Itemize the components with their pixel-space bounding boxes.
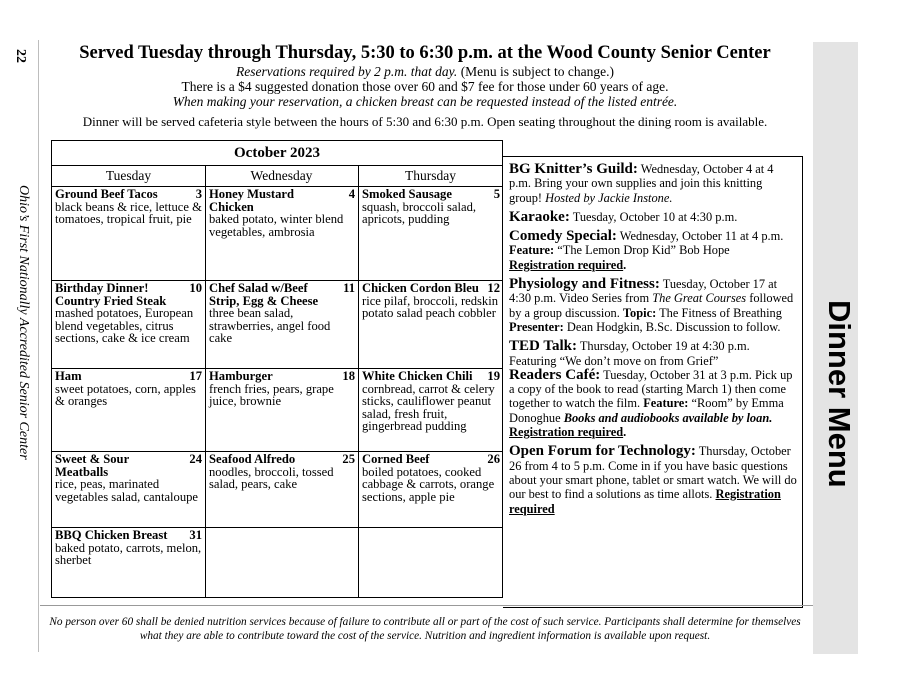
entree: Smoked Sausage <box>362 187 452 201</box>
footer-divider <box>40 605 813 606</box>
event-title: BG Knitter’s Guild: <box>509 161 638 177</box>
event-text: Tuesday, October 31 at 3 p.m. Pick up a copy of the book to read (starting March 1) then come together to watch the film. <box>509 367 793 411</box>
day-header-tuesday: Tuesday <box>105 168 152 183</box>
feature-label: Feature: <box>643 396 689 411</box>
event-text: Thursday, October 26 from 4 to 5 p.m. Come in if you have basic questions about your smart phone, tablet or smart watch. We will do our best to find a solutions as time allots. <box>509 444 797 502</box>
donation-line: There is a $4 suggested donation those over 60 and $7 fee for those under 60 years of age. <box>181 79 669 94</box>
day-header-thursday: Thursday <box>405 168 456 183</box>
event-text: followed by a group discussion. <box>509 291 794 320</box>
entree: Honey Mustard Chicken <box>209 187 295 214</box>
day-number: 31 <box>189 528 202 542</box>
page-number: 22 <box>13 49 28 63</box>
menu-day-cell <box>52 452 205 527</box>
side-dishes: boiled potatoes, cooked cabbage & carrots, orange sections, apple pie <box>362 464 495 504</box>
page-header <box>40 42 810 129</box>
event-text: Tuesday, October 10 at 4:30 p.m. <box>569 209 738 224</box>
menu-day-cell <box>359 187 503 280</box>
day-number: 25 <box>342 452 355 466</box>
menu-day-cell <box>359 281 503 368</box>
event-text: Thursday, October 19 at 4:30 p.m. Featuring “We don’t move on from Grief” <box>509 339 750 368</box>
entree: BBQ Chicken Breast <box>55 528 168 542</box>
empty-cell <box>359 528 503 596</box>
menu-day-cell <box>52 187 205 280</box>
event-title: TED Talk: <box>509 338 577 355</box>
cafeteria-note: Dinner will be served cafeteria style between the hours of 5:30 and 6:30 p.m. Open seating throughout the dining room is available. <box>82 114 768 129</box>
entree: Sweet & Sour Meatballs <box>55 452 129 479</box>
event-comedy <box>509 229 798 272</box>
menu-day-cell <box>359 452 503 527</box>
day-number: 5 <box>493 187 500 201</box>
side-dishes: french fries, pears, grape juice, brownie <box>209 381 334 409</box>
menu-day-cell <box>359 369 503 451</box>
menu-day-cell <box>206 187 358 280</box>
dinner-menu-panel <box>813 42 858 654</box>
punctuation: . <box>623 257 627 272</box>
side-dishes: baked potato, carrots, melon, sherbet <box>55 540 202 568</box>
day-number: 4 <box>348 187 355 201</box>
side-dishes: squash, broccoli salad, apricots, pudding <box>362 199 477 227</box>
empty-cell <box>206 528 358 596</box>
menu-day-cell <box>206 281 358 368</box>
side-dishes: noodles, broccoli, tossed salad, pears, cake <box>209 464 334 492</box>
event-title: Physiology and Fitness: <box>509 276 660 293</box>
calendar-month: October 2023 <box>52 141 502 166</box>
panel-title: Dinner Menu <box>822 300 857 488</box>
menu-day-cell <box>52 281 205 368</box>
day-header-wednesday: Wednesday <box>250 168 313 183</box>
event-ted <box>509 339 798 368</box>
reservations-line <box>40 64 810 79</box>
event-series: The Great Courses <box>652 291 747 306</box>
event-title: Readers Café: <box>509 366 601 383</box>
event-text: Wednesday, October 4 at 4 p.m. Bring your own supplies and join this knitting group! <box>509 162 774 205</box>
event-karaoke <box>509 210 798 224</box>
event-readers-cafe <box>509 368 798 439</box>
event-physiology <box>509 277 798 334</box>
footer-note: No person over 60 shall be denied nutrition services because of failure to contribute all or part of the cost of such service. Participants shall determine for themselves what they are able to contribute toward the cost of the service. Nutrition and ingredient information is available upon request. <box>49 616 801 642</box>
page-title: Served Tuesday through Thursday, 5:30 to 6:30 p.m. at the Wood County Senior Center <box>79 43 771 63</box>
day-number: 3 <box>195 187 202 201</box>
sidebar-tagline: Ohio’s First Nationally Accredited Senior Center <box>16 185 31 460</box>
day-number: 17 <box>189 369 202 383</box>
menu-day-cell <box>206 452 358 527</box>
chicken-note: When making your reservation, a chicken breast can be requested instead of the listed entrée. <box>172 94 678 109</box>
menu-day-cell <box>206 369 358 451</box>
punctuation: . <box>623 425 627 440</box>
event-presenter: Dean Hodgkin, B.Sc. Discussion to follow. <box>563 319 781 334</box>
event-knitters <box>509 162 798 205</box>
side-dishes: cornbread, carrot & celery sticks, cauliflower peanut salad, fresh fruit, gingerbread pudding <box>362 381 495 434</box>
side-dishes: sweet potatoes, corn, apples & oranges <box>55 381 196 409</box>
event-feature: “The Lemon Drop Kid” Bob Hope <box>554 243 730 258</box>
menu-change-note: (Menu is subject to change.) <box>457 64 615 79</box>
event-title: Comedy Special: <box>509 228 617 245</box>
side-dishes: black beans & rice, lettuce & tomatoes, tropical fruit, pie <box>55 199 202 227</box>
event-text: Wednesday, October 11 at 4 p.m. <box>616 229 784 244</box>
day-number: 18 <box>342 369 355 383</box>
day-number: 24 <box>189 452 202 466</box>
day-number: 11 <box>343 281 355 295</box>
entree: Chef Salad w/Beef Strip, Egg & Cheese <box>209 281 319 308</box>
menu-calendar <box>51 140 503 598</box>
day-number: 10 <box>189 281 202 295</box>
registration-required: Registration required <box>509 257 624 272</box>
side-dishes: baked potato, winter blend vegetables, ambrosia <box>209 212 344 239</box>
event-title: Karaoke: <box>509 208 570 225</box>
presenter-label: Presenter: <box>509 319 564 334</box>
event-open-forum <box>509 444 798 515</box>
side-dishes: rice pilaf, broccoli, redskin potato salad peach cobbler <box>362 293 499 321</box>
feature-label: Feature: <box>509 243 555 258</box>
day-number: 12 <box>487 281 500 295</box>
entree: White Chicken Chili <box>362 369 473 383</box>
menu-day-cell <box>52 369 205 451</box>
books-note: Books and audiobooks available by loan. <box>563 410 773 425</box>
side-dishes: three bean salad, strawberries, angel food cake <box>209 306 331 346</box>
events-panel <box>503 156 803 608</box>
event-host: Hosted by Jackie Instone. <box>545 190 673 205</box>
day-number: 26 <box>487 452 500 466</box>
event-text: Tuesday, October 17 at 4:30 p.m. Video Series from <box>509 277 778 306</box>
side-dishes: mashed potatoes, European blend vegetables, citrus sections, cake & ice cream <box>55 306 194 346</box>
entree: Ham <box>55 369 82 383</box>
entree: Ground Beef Tacos <box>55 187 158 201</box>
registration-required: Registration required <box>509 487 781 516</box>
event-topic: The Fitness of Breathing <box>656 305 782 320</box>
entree: Birthday Dinner! Country Fried Steak <box>55 281 167 308</box>
event-feature: “Room” by Emma Donoghue <box>509 396 784 425</box>
menu-day-cell <box>52 528 205 596</box>
event-title: Open Forum for Technology: <box>509 443 696 460</box>
left-divider <box>38 40 39 652</box>
entree: Hamburger <box>209 369 273 383</box>
side-dishes: rice, peas, marinated vegetables salad, cantaloupe <box>55 477 199 504</box>
reservations-note: Reservations required by 2 p.m. that day. <box>235 64 458 79</box>
entree: Corned Beef <box>362 452 430 466</box>
day-number: 19 <box>487 369 500 383</box>
entree: Seafood Alfredo <box>209 452 296 466</box>
registration-required: Registration required <box>509 425 624 440</box>
topic-label: Topic: <box>622 305 657 320</box>
entree: Chicken Cordon Bleu <box>362 281 479 295</box>
